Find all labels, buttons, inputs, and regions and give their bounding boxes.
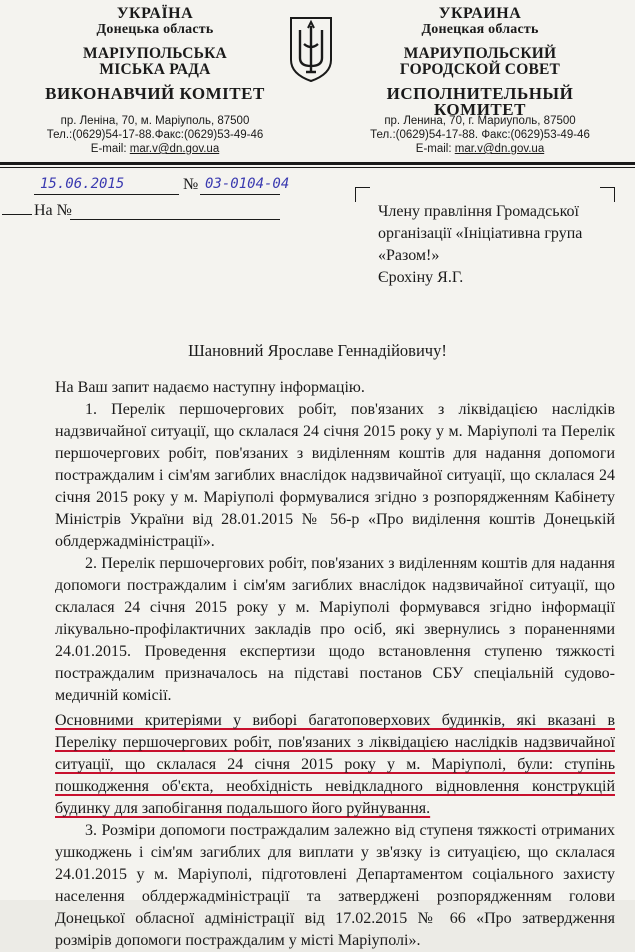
trident-coat-of-arms-icon <box>286 14 336 84</box>
header-right-email-line <box>355 142 605 156</box>
header-left-country: УКРАЇНА <box>116 5 194 22</box>
recipient-line-4: Єрохіну Я.Г. <box>378 269 464 286</box>
body-intro: На Ваш запит надаємо наступну інформацію. <box>55 379 365 396</box>
header-left-email-label: E-mail: <box>90 143 127 155</box>
header-right <box>355 6 605 118</box>
header-right-phone: Тел.:(0629)54-17-88. Факс:(0629)53-49-46 <box>370 129 590 141</box>
body-criteria-text: Основними критеріями у виборі багатоповерхових будинків, які вказані в Переліку першочергових робіт, пов'язаних з ліквідацією наслідків надзвичайної ситуації, що склалася 24 січня 2015 року у м. Маріуполі, були: ступінь пошкодження об'єкта, необхідність невідкладного відновлення конструкцій будинку для запобігання подальшого його руйнування. <box>55 712 615 817</box>
body-item-2: 2. Перелік першочергових робіт, пов'язаних з виділенням коштів для надання допомоги постраждалим і сім'ям загиблих внаслідок надзвичайної ситуації, що склалася 24 січня 2015 року у м. Маріуполі формувався згідно інформації лікувально-профілактичних закладів про осіб, які звернулись з пораненнями 24.01.2015. Проведення експертизи щодо встановлення ступеню тяжкості постраждалим призначалось на підставі постанов СБУ спеціальній судово-медичній комісії. <box>55 555 615 704</box>
body-item-3: 3. Розміри допомоги постраждалим залежно від ступеня тяжкості отриманих ушкоджень і сім'ям загиблих для виплати у зв'язку із ситуацією, що склалася 24.01.2015 у м. Маріуполі, підготовлені Департаментом соціального захисту населення облдержадміністрації та затверджені розпорядженням голови Донецької обласної адміністрації від 17.02.2015 № 66 «Про затвердження розмірів допомоги постраждалим у місті Маріуполі». <box>55 822 615 949</box>
header-right-council-2: ГОРОДСКОЙ СОВЕТ <box>399 61 561 78</box>
header-right-council-1: МАРИУПОЛЬСКИЙ <box>403 45 557 62</box>
header-right-committee: ИСПОЛНИТЕЛЬНЫЙ КОМИТЕТ <box>386 84 574 119</box>
letter-body <box>55 377 615 952</box>
header-divider-thin <box>0 167 635 168</box>
ref-number-label: № <box>183 176 199 193</box>
header-left-council-1: МАРІУПОЛЬСЬКА <box>83 45 227 62</box>
header-left-email-line <box>30 142 280 156</box>
address-corner-left <box>355 187 370 202</box>
header-left-region: Донецька область <box>96 22 214 37</box>
left-fold-mark <box>2 214 32 215</box>
recipient-line-3: «Разом!» <box>378 247 440 264</box>
body-item-1: 1. Перелік першочергових робіт, пов'язаних з ліквідацією наслідків надзвичайної ситуації, що склалася 24 січня 2015 року у м. Маріуполі та Перелік першочергових робіт, пов'язаних з виділенням коштів для надання допомоги постраждалим і сім'ям загиблих внаслідок надзвичайної ситуації, що склалася 24 січня 2015 року у м. Маріуполі формувалися згідно з розпорядженням Кабінету Міністрів України від 28.01.2015 № 56-р «Про виділення коштів Донецькій облдержадміністрації». <box>55 401 615 550</box>
header-right-region: Донецкая область <box>421 22 539 37</box>
header-left <box>40 6 270 102</box>
header-left-email[interactable]: mar.v@dn.gov.ua <box>129 143 220 155</box>
header-right-email-label: E-mail: <box>415 143 452 155</box>
ref-date-line <box>34 194 179 195</box>
header-right-address: пр. Ленина, 70, г. Мариуполь, 87500 <box>384 115 576 127</box>
header-right-country: УКРАИНА <box>438 5 522 22</box>
header-left-phone: Тел.:(0629)54-17-88.Факс:(0629)53-49-46 <box>46 129 264 141</box>
ref-number: 03-0104-04 <box>205 176 290 192</box>
header-left-contacts <box>30 114 280 156</box>
header-divider <box>0 162 635 165</box>
ref-number-line <box>200 194 280 195</box>
header-right-contacts <box>355 114 605 156</box>
address-corner-right <box>600 187 615 202</box>
recipient-line-2: організації «Ініціативна група <box>378 225 583 242</box>
header-left-council-2: МІСЬКА РАДА <box>99 61 211 78</box>
greeting: Шановний Ярославе Геннадійовичу! <box>188 341 447 360</box>
recipient-line-1: Члену правління Громадської <box>378 203 579 220</box>
ref-date: 15.06.2015 <box>40 176 125 192</box>
recipient-block <box>378 201 623 289</box>
ref-reply-label: На № <box>34 202 72 219</box>
header-right-email[interactable]: mar.v@dn.gov.ua <box>454 143 545 155</box>
body-criteria <box>55 707 615 820</box>
header-left-committee: ВИКОНАВЧИЙ КОМІТЕТ <box>45 84 265 103</box>
header-left-address: пр. Леніна, 70, м. Маріуполь, 87500 <box>60 115 250 127</box>
ref-reply-line <box>70 219 280 220</box>
